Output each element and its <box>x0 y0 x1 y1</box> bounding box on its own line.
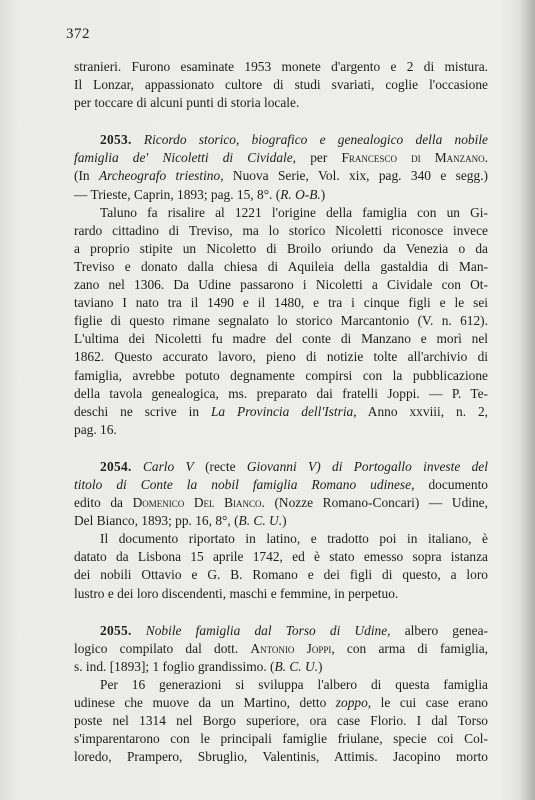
page-gutter-shadow <box>519 0 535 800</box>
intro-line: stranieri. Furono esaminate 1953 monete d'argento e 2 di mistura. <box>74 59 488 74</box>
entry-2054-title-line: titolo di Conte la nobil famiglia Romano udinese, documento <box>74 476 488 492</box>
spacer <box>74 112 488 131</box>
body-line: a proprio stipite un Nicoletto di Broilo oriundo da Venezia o da <box>74 240 488 256</box>
entry-2054-ref-line: Del Bianco, 1893; pp. 16, 8°, (B. C. U.) <box>74 513 287 529</box>
page-number: 372 <box>66 26 90 42</box>
entry-2053-ref-line: (In Archeografo triestino, Nuova Serie, Vol. xix, pag. 340 e segg.) <box>74 168 489 184</box>
page-text <box>74 58 488 766</box>
body-line: rardo cittadino di Treviso, ma lo storico Nicoletti riconosce invece <box>74 222 488 238</box>
body-line: della tavola genealogica, ms. preparato dai fratelli Joppi. — P. Te- <box>74 385 488 401</box>
body-line: loredo, Prampero, Sbruglio, Valentinis, Attimis. Jacopino morto <box>74 749 488 765</box>
body-line: poste nel 1314 nel Borgo superiore, ora case Florio. I dal Torso <box>74 713 488 729</box>
body-line: Per 16 generazioni si sviluppa l'albero di questa famiglia <box>100 676 488 692</box>
entry-number: 2055. <box>100 622 132 638</box>
body-line: dei nobili Ottavio e G. B. Romano e dei figli di questo, a loro <box>74 567 488 583</box>
body-line: 1862. Questo accurato lavoro, pieno di notizie tolte all'archivio di <box>74 349 488 365</box>
body-line: zano nel 1306. Da Udine passarono i Nicoletti a Cividale con Ot- <box>74 277 488 293</box>
author-name: Antonio Joppi, <box>250 640 335 656</box>
spacer <box>74 439 488 458</box>
body-line: Treviso e donato dalla chiesa di Aquileia della gastaldia di Man- <box>74 258 488 274</box>
author-name: Domenico Del Bianco. <box>132 495 265 511</box>
body-line: figlie di questo rimane segnalato lo storico Marcantonio (V. n. 612). <box>74 313 488 329</box>
entry-2053-title-line: famiglia de' Nicoletti di Cividale, per Francesco di Manzano. <box>74 150 489 166</box>
intro-line: Il Lonzar, appassionato cultore di studi svariati, coglie l'occasione <box>74 77 488 93</box>
entry-2055-heading: 2055. Nobile famiglia dal Torso di Udine, albero genea- <box>100 622 488 638</box>
body-line: udinese che muove da un Martino, detto zoppo, le cui case erano <box>74 695 488 710</box>
entry-number: 2053. <box>100 132 132 148</box>
entry-2055-ref-line: s. ind. [1893]; 1 foglio grandissimo. (B. C. U.) <box>74 658 323 674</box>
entry-2054-heading: 2054. Carlo V (recte Giovanni V) di Portogallo investe del <box>100 458 488 474</box>
entry-2053-heading <box>74 131 488 149</box>
entry-2055-ref-line: logico compilato dal dott. Antonio Joppi, con arma di famiglia, <box>74 640 488 656</box>
body-line: Il documento riportato in latino, e tradotto poi in italiano, è <box>100 531 488 547</box>
entry-2054-ref-line: edito da Domenico Del Bianco. (Nozze Romano-Concari) — Udine, <box>74 495 488 511</box>
body-line: Taluno fa risalire al 1221 l'origine della famiglia con un Gi- <box>100 204 488 220</box>
intro-line: per toccare di alcuni punti di storia locale. <box>74 95 300 111</box>
body-line: famiglia, avrebbe potuto degnamente compirsi con la pubblicazione <box>74 367 488 383</box>
entry-2053-ref-line: — Trieste, Caprin, 1893; pag. 15, 8°. (R. O-B.) <box>74 186 326 202</box>
body-line: datato da Lisbona 15 aprile 1742, ed è stato emesso sopra istanza <box>74 549 488 565</box>
spacer <box>74 603 488 622</box>
body-line: s'imparentarono con le principali famiglie friulane, specie coi Col- <box>74 731 488 747</box>
body-line: pag. 16. <box>74 421 117 437</box>
author-name: Francesco di Manzano. <box>341 150 489 166</box>
entry-title: Ricordo storico, biografico e genealogico della nobile <box>143 132 488 148</box>
body-line: taviano I nato tra il 1490 e il 1480, e tra i cinque figli e le sei <box>74 295 488 311</box>
body-line: deschi ne scrive in La Provincia dell'Istria, Anno xxviii, n. 2, <box>74 403 489 419</box>
entry-number: 2054. <box>100 458 132 474</box>
body-line: lustro e dei loro discendenti, maschi e femmine, in perpetuo. <box>74 585 399 601</box>
body-line: L'ultima dei Nicoletti fu madre del conte di Manzano e morì nel <box>74 331 488 347</box>
